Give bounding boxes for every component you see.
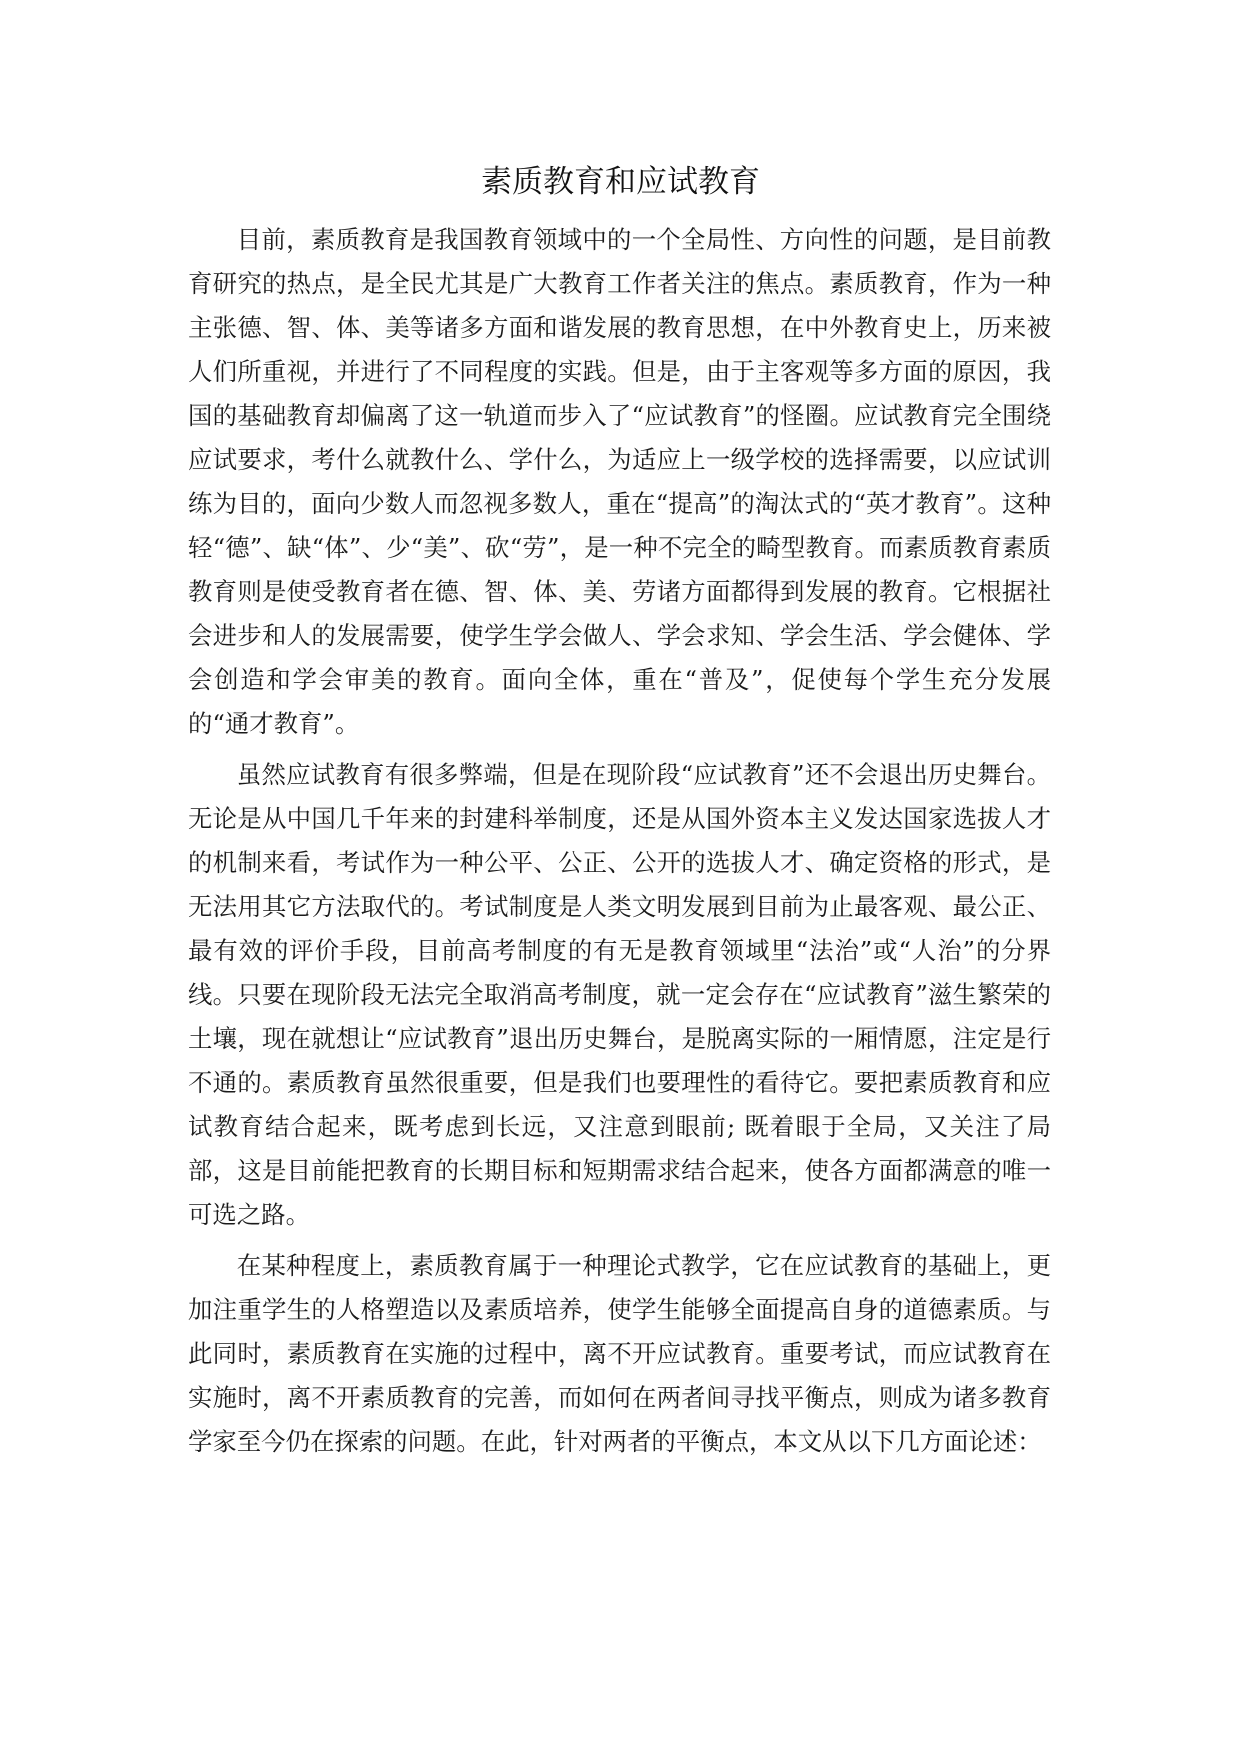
paragraph-3: 在某种程度上，素质教育属于一种理论式教学，它在应试教育的基础上，更加注重学生的人格塑造以及素质培养，使学生能够全面提高自身的道德素质。与此同时，素质教育在实施的过程中，离不开应试教育。重要考试，而应试教育在实施时，离不开素质教育的完善，而如何在两者间寻找平衡点，则成为诸多教育学家至今仍在探索的问题。在此，针对两者的平衡点，本文从以下几方面论述：	[188, 1251, 1051, 1456]
document-title: 素质教育和应试教育	[481, 164, 760, 200]
paragraph-2: 虽然应试教育有很多弊端，但是在现阶段“应试教育”还不会退出历史舞台。无论是从中国几千年来的封建科举制度，还是从国外资本主义发达国家选拔人才的机制来看，考试作为一种公平、公正、公开的选拔人才、确定资格的形式，是无法用其它方法取代的。考试制度是人类文明发展到目前为止最客观、最公正、最有效的评价手段，目前高考制度的有无是教育领域里“法治”或“人治”的分界线。只要在现阶段无法完全取消高考制度，就一定会存在“应试教育”滋生繁荣的土壤，现在就想让“应试教育”退出历史舞台，是脱离实际的一厢情愿，注定是行不通的。素质教育虽然很重要，但是我们也要理性的看待它。要把素质教育和应试教育结合起来，既考虑到长远，又注意到眼前; 既着眼于全局，又关注了局部，这是目前能把教育的长期目标和短期需求结合起来，使各方面都满意的唯一可选之路。	[188, 760, 1051, 1229]
document-body	[188, 218, 1051, 1464]
paragraph-1: 目前，素质教育是我国教育领域中的一个全局性、方向性的问题，是目前教育研究的热点，是全民尤其是广大教育工作者关注的焦点。素质教育，作为一种主张德、智、体、美等诸多方面和谐发展的教育思想，在中外教育史上，历来被人们所重视，并进行了不同程度的实践。但是，由于主客观等多方面的原因，我国的基础教育却偏离了这一轨道而步入了“应试教育”的怪圈。应试教育完全围绕应试要求，考什么就教什么、学什么，为适应上一级学校的选择需要，以应试训练为目的，面向少数人而忽视多数人，重在“提高”的淘汰式的“英才教育”。这种轻“德”、缺“体”、少“美”、砍“劳”，是一种不完全的畸型教育。而素质教育素质教育则是使受教育者在德、智、体、美、劳诸方面都得到发展的教育。它根据社会进步和人的发展需要，使学生学会做人、学会求知、学会生活、学会健体、学会创造和学会审美的教育。面向全体，重在“普及”，促使每个学生充分发展的“通才教育”。	[188, 225, 1051, 738]
